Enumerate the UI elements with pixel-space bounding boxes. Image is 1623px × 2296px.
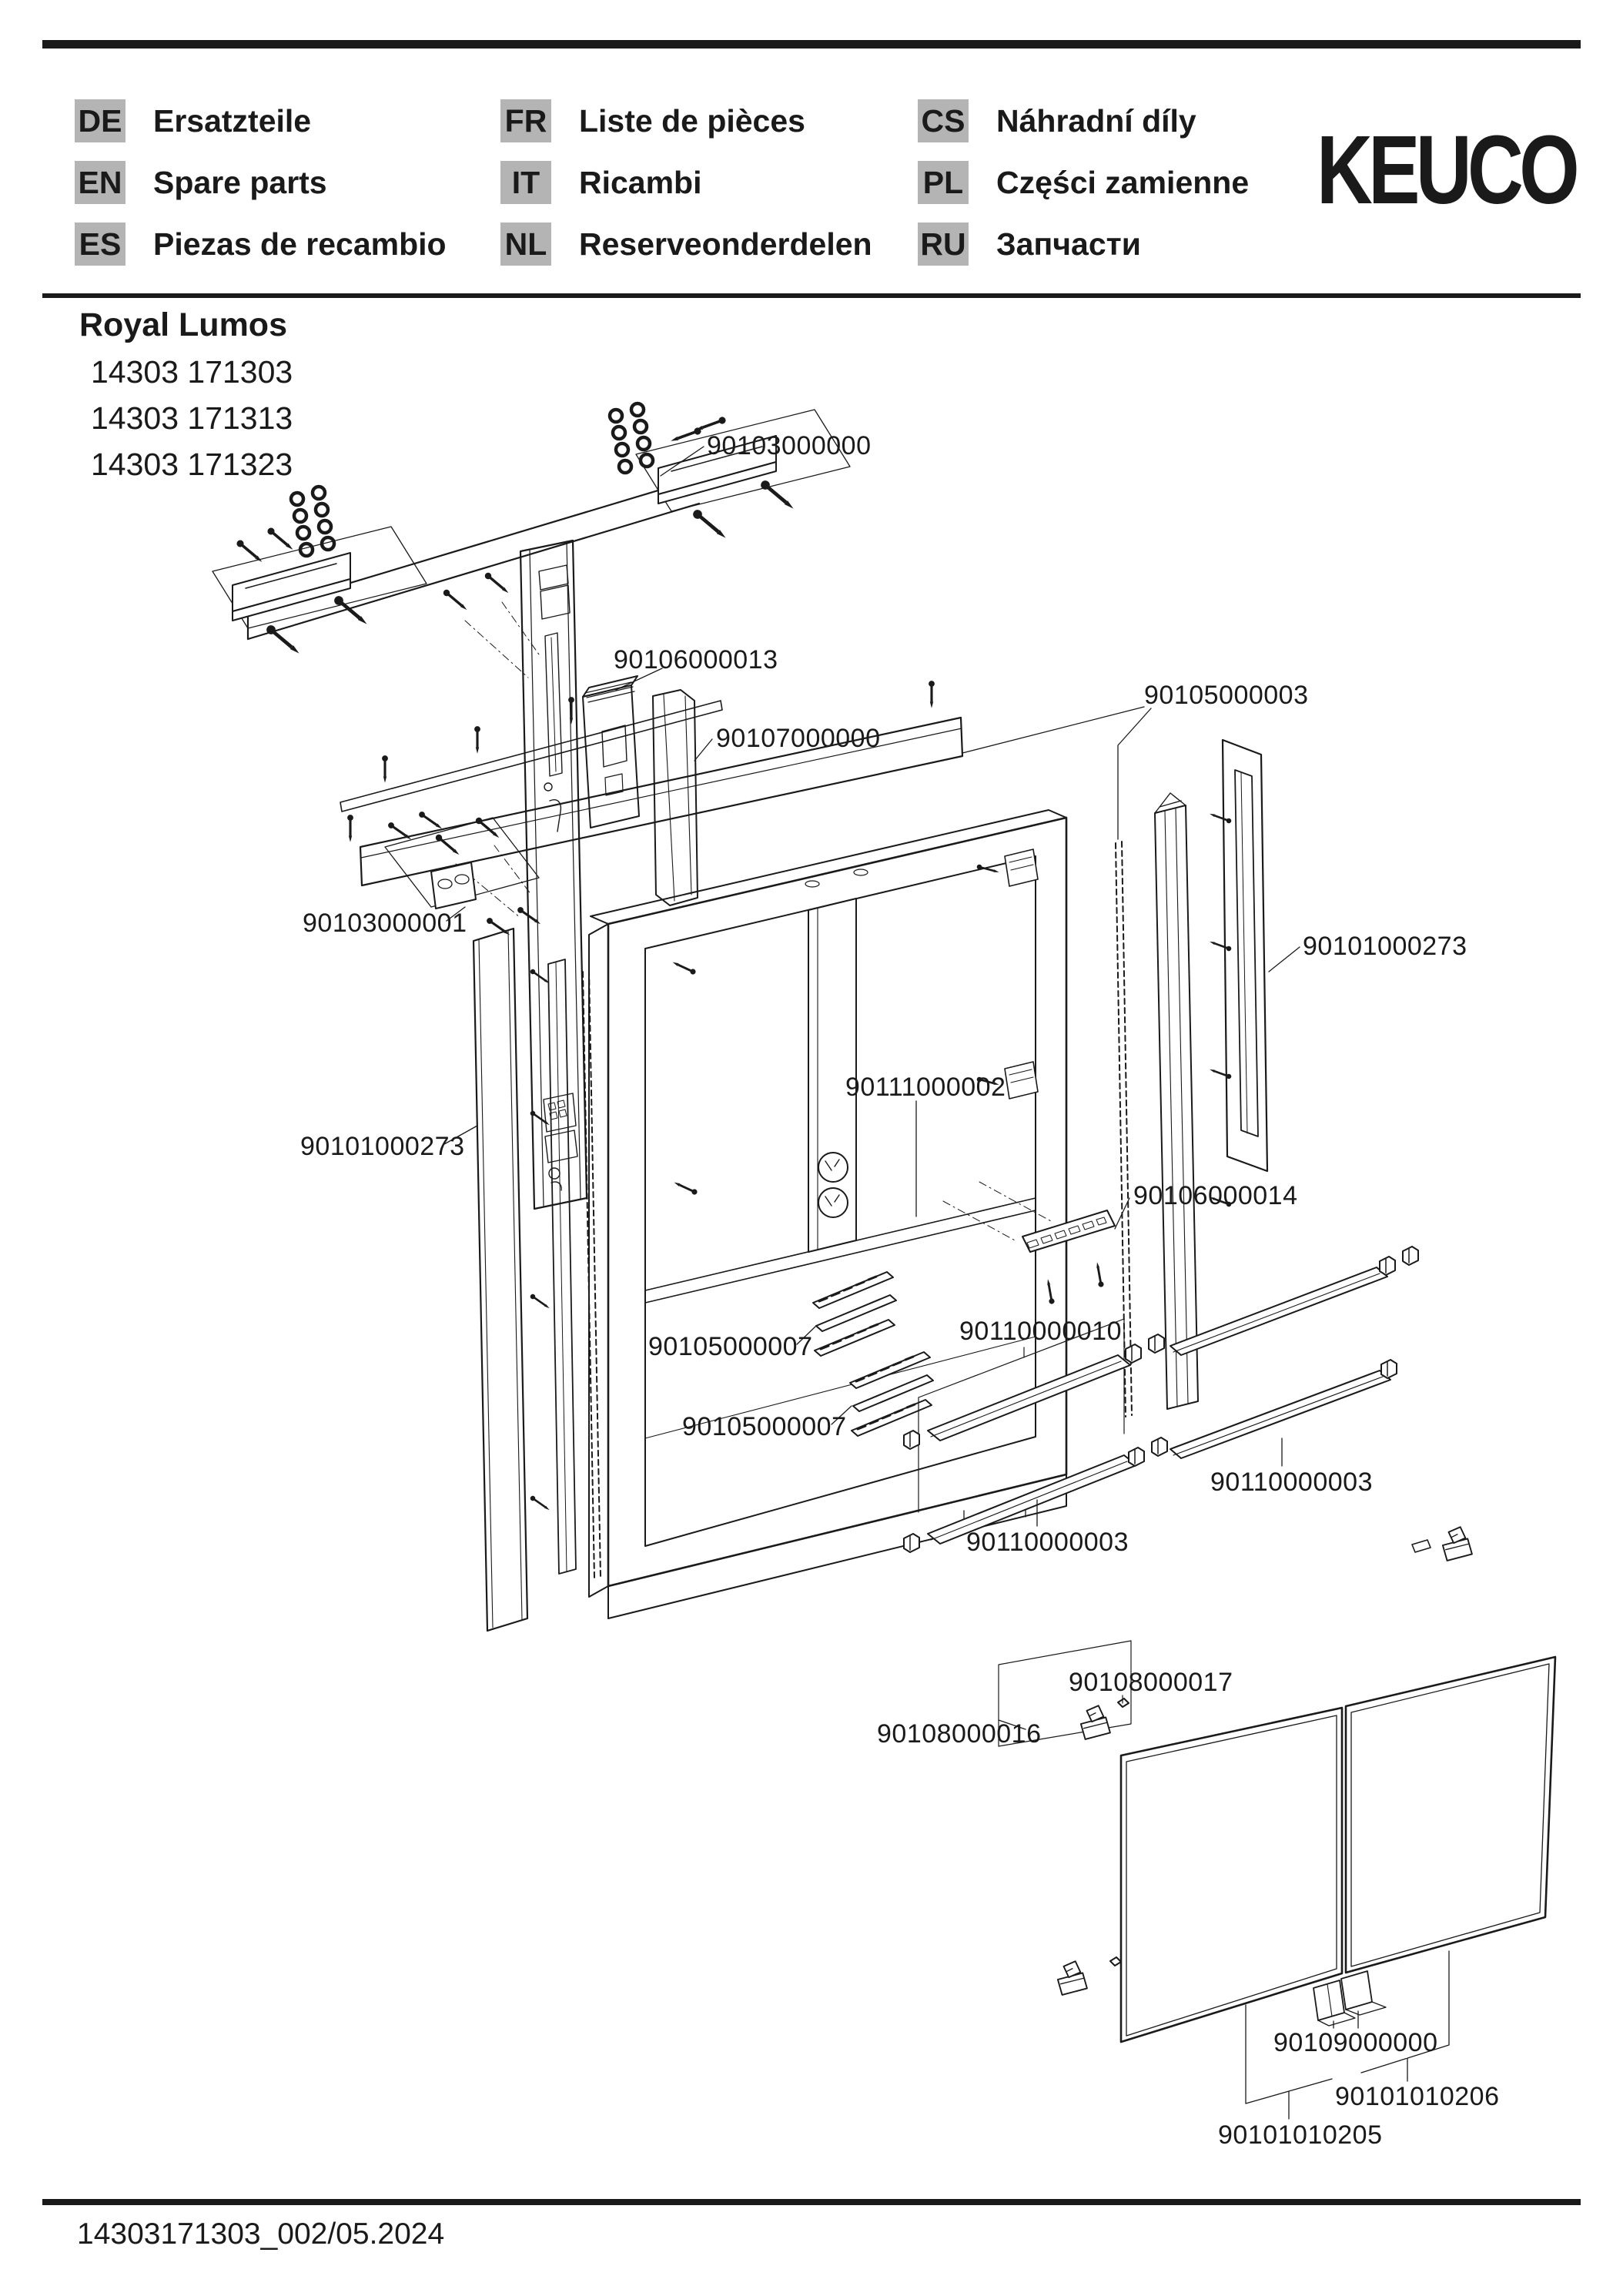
part-label: 90106000014 xyxy=(1133,1181,1298,1210)
part-label: 90105000007 xyxy=(648,1332,813,1361)
part-label: 90101010205 xyxy=(1218,2120,1383,2150)
part-label: 90110000003 xyxy=(966,1528,1129,1557)
lang-label-cs: Náhradní díly xyxy=(996,102,1196,139)
lang-badge-it: IT xyxy=(500,161,551,204)
lang-label-nl: Reserveonderdelen xyxy=(579,226,872,262)
lang-label-fr: Liste de pièces xyxy=(579,102,805,139)
model-code: 14303 171323 xyxy=(91,447,293,482)
keuco-logo: KEUCO xyxy=(1316,115,1575,224)
lang-label-it: Ricambi xyxy=(579,164,702,200)
part-label: 90106000013 xyxy=(614,645,778,674)
lang-label-es: Piezas de recambio xyxy=(153,226,447,262)
lang-badge-cs: CS xyxy=(918,99,969,142)
part-label: 90109000000 xyxy=(1273,2028,1438,2057)
part-label: 90107000000 xyxy=(716,724,881,753)
part-label: 90108000017 xyxy=(1069,1668,1233,1697)
part-label: 90105000003 xyxy=(1144,681,1309,710)
part-label: 90108000016 xyxy=(877,1719,1042,1749)
model-code: 14303 171303 xyxy=(91,354,293,390)
part-label: 90103000000 xyxy=(707,431,872,460)
document-id: 14303171303_002/05.2024 xyxy=(77,2217,445,2251)
product-title: Royal Lumos xyxy=(79,306,287,343)
part-label: 90103000001 xyxy=(303,909,467,938)
part-label: 90111000002 xyxy=(845,1073,1006,1102)
model-code: 14303 171313 xyxy=(91,400,293,436)
lang-label-pl: Części zamienne xyxy=(996,164,1250,200)
part-label: 90101000273 xyxy=(1303,932,1467,961)
lang-label-de: Ersatzteile xyxy=(153,102,312,139)
lang-badge-de: DE xyxy=(75,99,125,142)
part-label: 90101000273 xyxy=(300,1132,465,1161)
lang-badge-ru: RU xyxy=(918,223,969,266)
lang-badge-fr: FR xyxy=(500,99,551,142)
part-label: 90101010206 xyxy=(1335,2082,1500,2111)
lang-label-en: Spare parts xyxy=(153,164,327,200)
lang-badge-en: EN xyxy=(75,161,125,204)
lang-badge-pl: PL xyxy=(918,161,969,204)
lang-label-ru: Запчасти xyxy=(996,226,1141,262)
part-label: 90110000010 xyxy=(959,1317,1122,1346)
lang-badge-nl: NL xyxy=(500,223,551,266)
lang-badge-es: ES xyxy=(75,223,125,266)
part-label: 90105000007 xyxy=(682,1412,847,1441)
part-label: 90110000003 xyxy=(1210,1468,1373,1497)
